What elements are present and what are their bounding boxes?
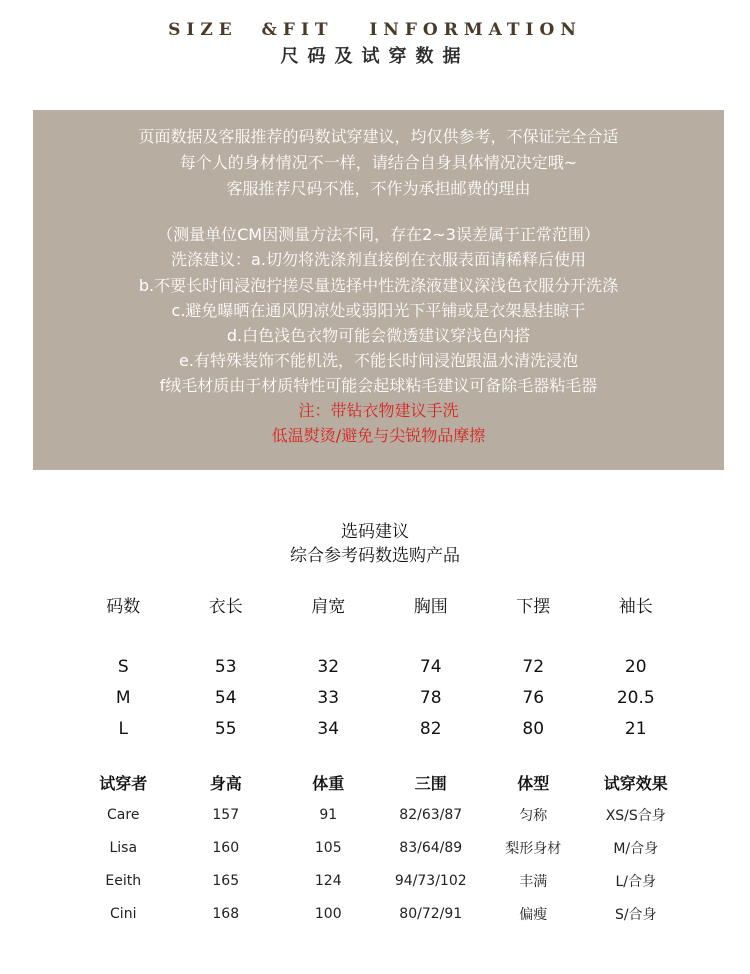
size-table-cell: 74 (419, 656, 442, 677)
size-table-cell: 32 (317, 656, 340, 677)
size-table-header-cell: 袖长 (618, 596, 653, 617)
size-table-cell: 55 (214, 718, 237, 739)
size-table-cell: 21 (624, 718, 647, 739)
notice-line: e.有特殊装饰不能机洗，不能长时间浸泡跟温水清洗浸泡 (179, 351, 578, 370)
fit-table-cell: 157 (212, 806, 240, 823)
size-table-row (72, 713, 687, 744)
fit-table-cell: 83/64/89 (399, 839, 463, 856)
fit-table (72, 766, 687, 930)
fit-table-cell: L/合身 (615, 873, 657, 890)
size-table-cell: 54 (214, 687, 237, 708)
fit-table-header-cell: 试穿效果 (603, 773, 668, 793)
fit-table-cell: XS/S合身 (605, 807, 666, 824)
fit-table-row (72, 897, 687, 930)
size-table-cell: 20 (624, 656, 647, 677)
header-title-en: SIZE &FIT INFORMATION (168, 20, 582, 40)
fit-table-cell: 165 (212, 872, 240, 889)
fit-table-cell: 偏瘦 (519, 906, 548, 923)
notice-line: d.白色浅色衣物可能会微透建议穿浅色内搭 (226, 326, 531, 345)
fit-table-cell: 160 (212, 839, 240, 856)
fit-table-cell: Care (107, 806, 140, 823)
size-table-cell: 53 (214, 656, 237, 677)
size-advice-title: 选码建议 (341, 522, 409, 542)
fit-table-cell: 124 (314, 872, 342, 889)
fit-table-cell: 梨形身材 (505, 840, 562, 857)
notice-line: 洗涤建议：a.切勿将洗涤剂直接倒在衣服表面请稀释后使用 (171, 250, 586, 269)
size-table-cell: 34 (317, 718, 340, 739)
notice-line: f绒毛材质由于材质特性可能会起球粘毛建议可备除毛器粘毛器 (159, 376, 598, 395)
notice-line: 客服推荐尺码不准，不作为承担邮费的理由 (226, 179, 531, 198)
size-table-header-cell: 胸围 (413, 596, 448, 617)
size-table-cell: M (115, 687, 131, 708)
fit-table-row (72, 798, 687, 831)
fit-table-header-cell: 三围 (414, 773, 447, 793)
size-table-header-cell: 码数 (106, 596, 141, 617)
notice-box (33, 110, 724, 470)
notice-warning-line: 注：带钻衣物建议手洗 (298, 401, 459, 420)
size-table (72, 588, 687, 744)
fit-table-cell: Cini (110, 905, 137, 922)
size-table-header-cell: 肩宽 (311, 596, 346, 617)
fit-table-cell: S/合身 (614, 906, 657, 923)
size-table-header-cell: 下摆 (516, 596, 551, 617)
header-title-cn: 尺码及试穿数据 (280, 46, 470, 67)
notice-line: （测量单位CM因测量方法不同，存在2~3误差属于正常范围） (157, 225, 600, 244)
size-table-cell: 76 (522, 687, 545, 708)
size-advice-subtitle: 综合参考码数选购产品 (290, 546, 460, 566)
size-table-cell: 78 (419, 687, 442, 708)
fit-table-header-cell: 体重 (312, 773, 345, 793)
fit-table-cell: 80/72/91 (399, 905, 463, 922)
size-table-row (72, 682, 687, 713)
notice-line: 每个人的身材情况不一样，请结合自身具体情况决定哦~ (179, 153, 578, 172)
fit-table-cell: Eeith (105, 872, 142, 889)
fit-table-cell: 94/73/102 (394, 872, 467, 889)
fit-table-row (72, 864, 687, 897)
size-table-row (72, 651, 687, 682)
fit-table-header-cell: 身高 (209, 773, 242, 793)
size-table-cell: 80 (522, 718, 545, 739)
fit-table-cell: 82/63/87 (399, 806, 463, 823)
fit-table-cell: 丰满 (519, 873, 548, 890)
fit-table-cell: 91 (319, 806, 338, 823)
size-table-cell: 72 (522, 656, 545, 677)
fit-table-header-cell: 试穿者 (99, 773, 148, 793)
notice-line: b.不要长时间浸泡拧搓尽量选择中性洗涤液建议深浅色衣服分开洗涤 (138, 276, 619, 295)
size-table-cell: L (118, 718, 128, 739)
fit-table-header-cell: 体型 (517, 773, 550, 793)
size-table-cell: 33 (317, 687, 340, 708)
fit-table-header-row (72, 766, 687, 798)
fit-table-cell: 匀称 (519, 807, 548, 824)
fit-table-cell: 168 (212, 905, 240, 922)
fit-table-row (72, 831, 687, 864)
size-table-header-cell: 衣长 (208, 596, 243, 617)
size-table-cell: S (117, 656, 129, 677)
fit-table-cell: 105 (314, 839, 342, 856)
fit-table-cell: M/合身 (613, 840, 659, 857)
fit-table-cell: 100 (314, 905, 342, 922)
notice-line: 页面数据及客服推荐的码数试穿建议，均仅供参考，不保证完全合适 (138, 127, 619, 146)
notice-warning-line: 低温熨烫/避免与尖锐物品摩擦 (271, 426, 486, 445)
notice-line: c.避免曝晒在通风阴凉处或弱阳光下平铺或是衣架悬挂晾干 (171, 301, 586, 320)
fit-table-cell: Lisa (109, 839, 138, 856)
size-table-header-row (72, 588, 687, 620)
size-table-cell: 82 (419, 718, 442, 739)
size-table-cell: 20.5 (616, 687, 655, 708)
